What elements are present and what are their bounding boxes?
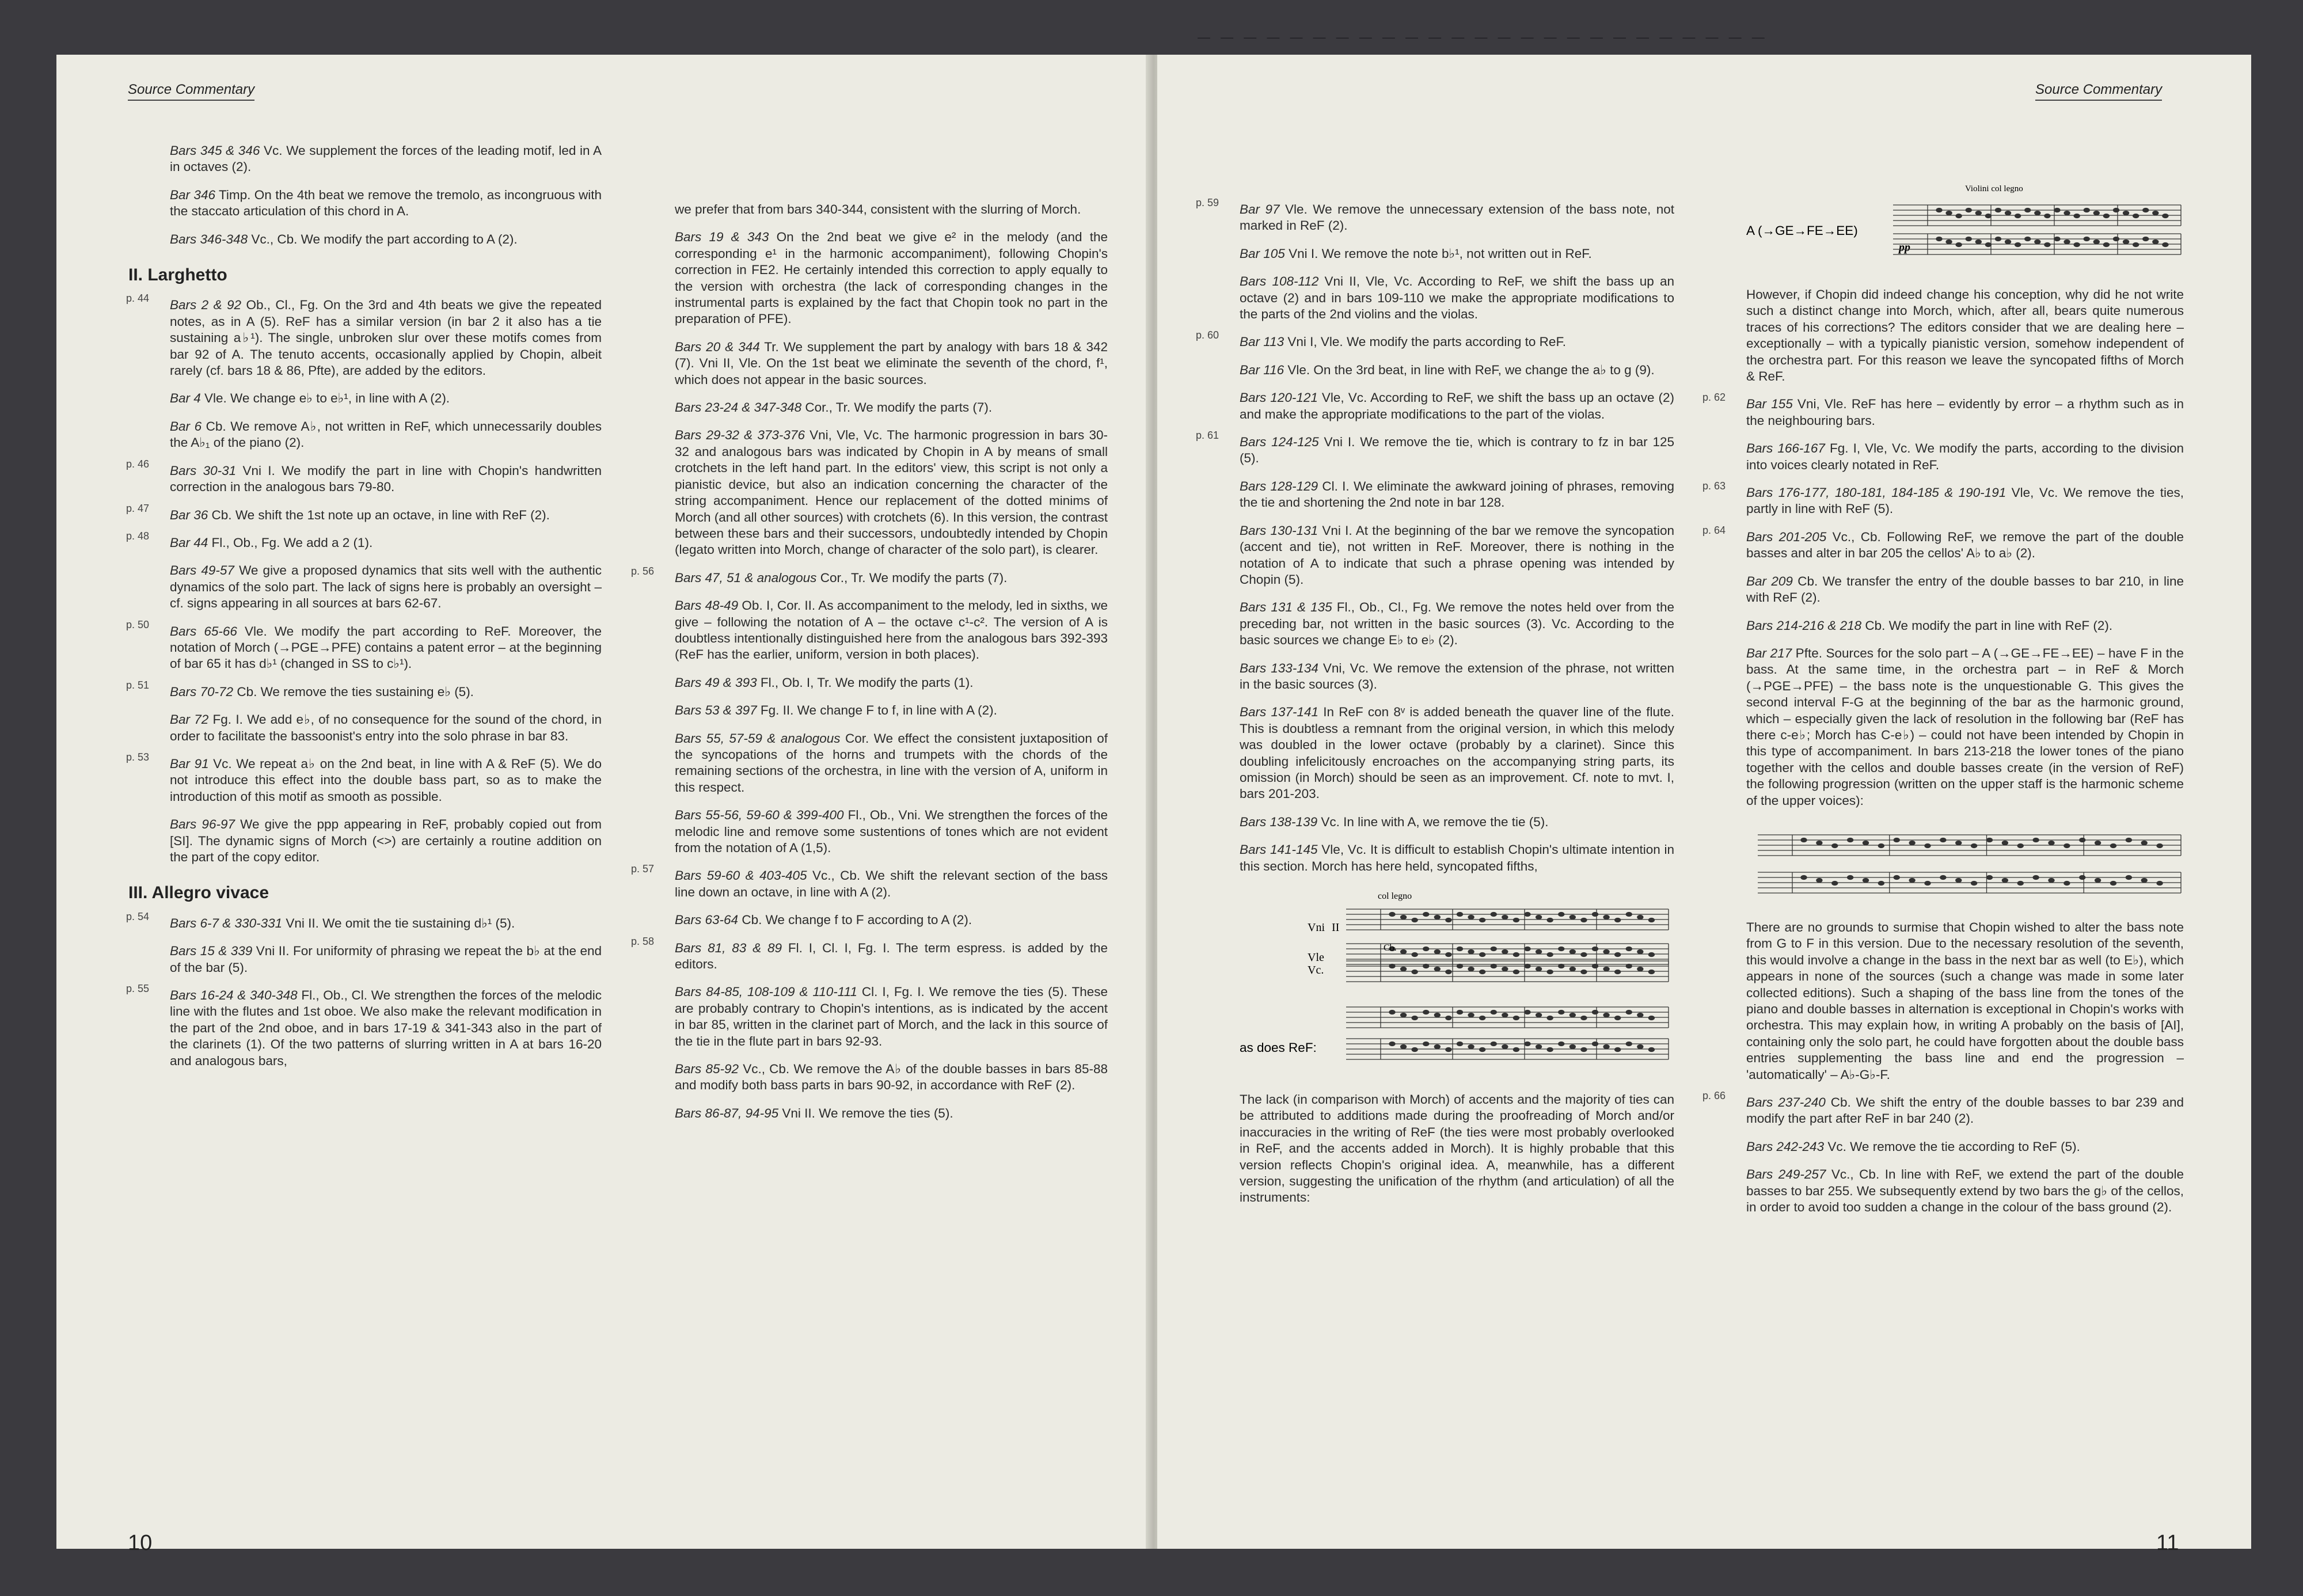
music-example-morch xyxy=(1240,886,1674,1079)
entry-text: Vni, Vc. We remove the extension of the phrase, not written in the basic sources (3). xyxy=(1240,660,1674,691)
commentary-entry xyxy=(126,983,602,1069)
bar-reference: Bars 6-7 & 330-331 xyxy=(170,915,283,930)
entry-text: Vle. On the 3rd beat, in line with ReF, we change the a♭ to g (9). xyxy=(1284,362,1655,377)
commentary-entry xyxy=(631,565,1108,586)
bar-reference: Bars 108-112 xyxy=(1240,274,1319,289)
commentary-entry xyxy=(1196,430,1675,467)
cb-label: Cb. xyxy=(1384,943,1397,953)
entry-text: Vni I. We remove the note b♭¹, not written out in ReF. xyxy=(1284,246,1592,261)
commentary-entry xyxy=(675,675,1108,691)
bar-reference: Bar 113 xyxy=(1240,335,1284,349)
commentary-entry xyxy=(126,751,602,805)
commentary-entry xyxy=(1746,287,2184,385)
entry-text: Vle. We change e♭ to e♭¹, in line with A (2). xyxy=(200,391,450,406)
music-notation-a xyxy=(1746,182,2184,274)
entry-text: Fg. II. We change F to f, in line with A (2). xyxy=(757,703,997,718)
entry-text: Fl., Ob., Cl., Fg. We remove the notes held over from the preceding bar, not written in the basic sources (3). Vc. According to the basic sources we change E♭ to e♭ (2). xyxy=(1240,600,1674,648)
commentary-entry xyxy=(170,231,602,248)
entry-text: Vc., Cb. We modify the part according to A (2). xyxy=(248,231,518,246)
bar-reference: Bars 70-72 xyxy=(170,684,234,699)
commentary-entry xyxy=(170,390,602,406)
commentary-entry xyxy=(1746,573,2184,606)
commentary-entry xyxy=(1240,704,1674,802)
page-reference: p. 55 xyxy=(126,983,150,995)
entry-text: We give a proposed dynamics that sits well with the authentic dynamics of the solo part. The lack of signs here is probably an oversight – cf. signs appearing in all sources at bars 62-67. xyxy=(170,563,602,611)
entry-text: we prefer that from bars 340-344, consistent with the slurring of Morch. xyxy=(675,202,1081,216)
bar-reference: Bars 130-131 xyxy=(1240,523,1318,538)
bar-reference: Bar 6 xyxy=(170,419,202,434)
entry-text: In ReF con 8ᵛ is added beneath the quaver line of the flute. This is doubtless a remnant from the original version, in which this melody was doubled in the lower octave (probably by a clarinet). Since this doubling infelicitously encroaches on the accompanying string parts, its omission (in Morch) should be seen as an improvement. Cf. note to mvt. I, bars 201-203. xyxy=(1240,705,1675,801)
page-reference: p. 48 xyxy=(126,530,150,542)
commentary-entry xyxy=(1702,1090,2184,1127)
music-example-progression xyxy=(1746,820,2184,907)
commentary-entry xyxy=(126,458,602,496)
commentary-entry xyxy=(126,618,602,672)
commentary-entry xyxy=(1746,1139,2184,1155)
bar-reference: Bars 49 & 393 xyxy=(675,675,757,690)
column-4 xyxy=(1702,178,2184,1227)
commentary-entry xyxy=(1702,524,2184,562)
bar-reference: Bars 47, 51 & analogous xyxy=(675,570,817,585)
bar-reference: Bars 86-87, 94-95 xyxy=(675,1105,779,1120)
entry-text: Vc., Cb. We shift the relevant section of the bass line down an octave, in line with A (2). xyxy=(675,868,1108,899)
entry-text: Cb. We shift the 1st note up an octave, in line with ReF (2). xyxy=(208,507,550,522)
commentary-entry xyxy=(1240,599,1674,648)
column-2 xyxy=(631,202,1108,1133)
entry-text: Cor., Tr. We modify the parts (7). xyxy=(816,570,1008,585)
commentary-entry xyxy=(1240,246,1674,262)
entry-text: Vni II, Vle, Vc. According to ReF, we shift the bass up an octave (2) and in bars 109-110 we make the appropriate modifications to the parts of the 2nd violins and the violas. xyxy=(1240,274,1675,322)
bar-reference: Bars 55-56, 59-60 & 399-400 xyxy=(675,808,844,823)
commentary-entry xyxy=(126,292,602,379)
entry-text: Cor., Tr. We modify the parts (7). xyxy=(801,400,993,415)
entry-text: Pfte. Sources for the solo part – A (→GE→FE→EE) – have F in the bass. At the same time, in the orchestra part – in ReF & Morch (→PGE→PFE) – the bass note is the unquestionable G. This gives the second interval F-G at the beginning of the bar as the harmonic ground, which – especially given the lack of resolution in the following bar (ReF has there c-e♭; Morch has C-e♭) – could not have been intended by Chopin in this type of accompaniment. In bars 213-218 the lower tones of the piano together with the cellos and double basses create (in the version of ReF) the following progression (written on the upper staff is the harmonic scheme of the upper voices): xyxy=(1746,645,2184,808)
bar-reference: Bar 97 xyxy=(1240,202,1280,216)
bar-reference: Bars 249-257 xyxy=(1746,1167,1826,1182)
entry-text: Cl. I. We eliminate the awkward joining of phrases, removing the tie and shortening the 2nd note in bar 128. xyxy=(1240,478,1674,510)
entry-text: Cb. We transfer the entry of the double basses to bar 210, in line with ReF (2). xyxy=(1746,573,2184,605)
entry-text: Vle, Vc. We remove the ties, partly in line with ReF (5). xyxy=(1746,485,2184,516)
commentary-entry xyxy=(675,1061,1108,1094)
violini-label: Violini col legno xyxy=(1965,184,2023,193)
entry-text: Vni II. For uniformity of phrasing we repeat the b♭ at the end of the bar (5). xyxy=(170,944,602,975)
page-reference: p. 64 xyxy=(1702,524,1726,536)
vle-label: Vle xyxy=(1308,951,1324,964)
entry-text: Vle. We remove the unnecessary extension of the bass note, not marked in ReF (2). xyxy=(1240,202,1674,233)
entry-text: We give the ppp appearing in ReF, probably copied out from [SI]. The dynamic signs of Morch (<>) are certainly a routine addition on the part of the copy editor. xyxy=(170,817,602,864)
commentary-entry xyxy=(631,863,1108,900)
bar-reference: Bars 2 & 92 xyxy=(170,298,242,313)
commentary-entry xyxy=(675,1105,1108,1122)
commentary-entry xyxy=(1240,523,1674,588)
bar-reference: Bars 48-49 xyxy=(675,598,739,613)
commentary-entry xyxy=(170,943,602,976)
bar-reference: Bar 91 xyxy=(170,756,209,771)
bar-reference: Bars 65-66 xyxy=(170,624,237,639)
entry-text: On the 2nd beat we give e² in the melody (and the corresponding e¹ in the harmonic accompaniment), following Chopin's correction in FE2. He certainly intended this correction to apply equally to the version with orchestra (the lack of corresponding changes in the instrumental parts is explained by the fact that Chopin took no part in the preparation of PFE). xyxy=(675,230,1108,326)
page-number-right: 11 xyxy=(2156,1531,2179,1555)
commentary-entry xyxy=(1702,480,2184,518)
entry-text: Vc., Cb. In line with ReF, we extend the part of the double basses to bar 255. We subsequently extend by two bars the g♭ of the cellos, in order to avoid too sudden a change in the colour of the bass ground (2). xyxy=(1746,1167,2184,1215)
bar-reference: Bars 20 & 344 xyxy=(675,339,760,354)
music-notation-progression xyxy=(1746,820,2184,907)
bar-reference: Bars 176-177, 180-181, 184-185 & 190-191 xyxy=(1746,485,2006,500)
page-reference: p. 60 xyxy=(1196,329,1219,341)
bar-reference: Bars 30-31 xyxy=(170,463,237,478)
entry-text: Vni, Vle. ReF has here – evidently by error – a rhythm such as in the neighbouring bars. xyxy=(1746,397,2184,428)
page-reference: p. 50 xyxy=(126,618,150,630)
source-a-label: A (→GE→FE→EE) xyxy=(1746,223,1858,238)
commentary-entry xyxy=(1746,1166,2184,1215)
bar-reference: Bars 133-134 xyxy=(1240,660,1318,675)
bar-reference: Bars 63-64 xyxy=(675,913,739,928)
bar-reference: Bars 15 & 339 xyxy=(170,944,253,959)
entry-text: Vle. We modify the part according to ReF. Moreover, the notation of Morch (→PGE→PFE) contains a patent error – at the beginning of bar 65 it has d♭¹ (changed in SS to c♭¹). xyxy=(170,624,602,671)
page-reference: p. 58 xyxy=(631,935,655,947)
bar-reference: Bar 346 xyxy=(170,187,215,202)
as-does-ref-label: as does ReF: xyxy=(1240,1040,1317,1055)
page-reference: p. 57 xyxy=(631,863,655,875)
page-reference: p. 46 xyxy=(126,458,150,470)
page-reference: p. 47 xyxy=(126,502,150,514)
entry-text: Cb. We shift the entry of the double basses to bar 239 and modify the part after ReF in bar 240 (2). xyxy=(1746,1095,2184,1126)
edge-marks: — — — — — — — — — — — — — — — — — — — — — — — — — xyxy=(1198,30,1768,44)
entry-text: Cb. We modify the part in line with ReF (2). xyxy=(1861,618,2113,633)
bar-reference: Bars 23-24 & 347-348 xyxy=(675,400,802,415)
bar-reference: Bars 141-145 xyxy=(1240,842,1318,857)
entry-text: Vc., Cb. We remove the A♭ of the double basses in bars 85-88 and modify both bass parts in bars 90-92, in accordance with ReF (2). xyxy=(675,1062,1108,1093)
commentary-entry xyxy=(1240,362,1674,378)
entry-text: Cb. We remove A♭, not written in ReF, which unnecessarily doubles the A♭₁ of the piano (2). xyxy=(170,419,602,450)
paragraph-lack: The lack (in comparison with Morch) of accents and the majority of ties can be attributed to additions made during the proofreading of Morch and/or inaccuracies in the writing of ReF (the ties were most probably overlooked in ReF, and the accents added in Morch). It is highly probable that this version reflects Chopin's original idea. A, meanwhile, has a different version, suggesting the unification of the rhythm (and articulation) of all the instruments: xyxy=(1240,1092,1674,1205)
commentary-entry xyxy=(675,202,1108,218)
music-notation-morch xyxy=(1240,886,1674,1079)
music-example-a xyxy=(1746,182,2184,274)
entry-text: Vc., Cb. Following ReF, we remove the part of the double basses and alter in bar 205 the cellos' A♭ to a♭ (2). xyxy=(1746,529,2184,561)
bar-reference: Bar 72 xyxy=(170,712,209,727)
commentary-entry xyxy=(170,187,602,220)
bar-reference: Bars 29-32 & 373-376 xyxy=(675,428,805,443)
bar-reference: Bars 237-240 xyxy=(1746,1095,1826,1110)
bar-reference: Bars 55, 57-59 & analogous xyxy=(675,731,841,746)
column-1 xyxy=(126,143,602,1081)
entry-text: Fl., Ob., Vni. We strengthen the forces of the melodic line and remove some sustentions of tones which are not evident from the notation of A (1,5). xyxy=(675,808,1108,855)
page-reference: p. 53 xyxy=(126,751,150,763)
entry-text: There are no grounds to surmise that Chopin wished to alter the bass note from G to F in this version. Due to the necessary resolution of the seventh, this would involve a change in the bass in the next bar as well (to E♭), which appears in none of the sources (such a change was made in some later collected editions). Such a shaping of the bass line from the tones of the piano and double basses in alternation is exceptional in Chopin's works with orchestra. This may explain how, in writing A probably on the basis of [AI], containing only the solo part, he could have forgotten about the double bass entries supplementing the bass line and end the progression – 'automatically' – A♭-G♭-F. xyxy=(1746,919,2184,1082)
entry-text: Timp. On the 4th beat we remove the tremolo, as incongruous with the staccato articulation of this chord in A. xyxy=(170,187,602,219)
bar-reference: Bars 59-60 & 403-405 xyxy=(675,868,807,883)
bar-reference: Bars 128-129 xyxy=(1240,478,1318,493)
bar-reference: Bars 138-139 xyxy=(1240,814,1318,829)
bar-reference: Bars 49-57 xyxy=(170,563,234,578)
commentary-entry xyxy=(1702,392,2184,429)
commentary-entry xyxy=(1240,842,1674,875)
ii-label: II xyxy=(1332,921,1340,934)
entry-text: Vc. In line with A, we remove the tie (5). xyxy=(1317,814,1549,829)
entry-text: Ob., Cl., Fg. On the 3rd and 4th beats we give the repeated notes, as in A (5). ReF has a similar version (in bar 2 it also has a tie sustaining a♭¹). The single, unbroken slur over these motifs comes from bar 92 of A. The tenuto accents, occasionally applied by Chopin, albeit rarely (cf. bars 18 & 86, Pfte), are added by the editors. xyxy=(170,298,602,378)
section-heading-larghetto: II. Larghetto xyxy=(128,265,227,285)
bar-reference: Bars 120-121 xyxy=(1240,390,1318,405)
page-reference: p. 62 xyxy=(1702,392,1726,404)
bar-reference: Bars 166-167 xyxy=(1746,441,1825,456)
entry-text: Tr. We supplement the part by analogy with bars 18 & 342 (7). Vni II, Vle. On the 1st beat we eliminate the seventh of the chord, f¹, which does not appear in the basic sources. xyxy=(675,339,1108,387)
page-reference: p. 44 xyxy=(126,292,150,305)
page-reference: p. 51 xyxy=(126,679,150,691)
page-reference: p. 63 xyxy=(1702,480,1726,492)
bar-reference: Bars 96-97 xyxy=(170,817,235,832)
commentary-entry xyxy=(675,598,1108,663)
header-left: Source Commentary xyxy=(128,82,254,101)
commentary-entry xyxy=(126,679,602,700)
col-legno-label: col legno xyxy=(1378,891,1412,901)
entry-text: Vle, Vc. It is difficult to establish Chopin's ultimate intention in this section. Morch has here held, syncopated fifths, xyxy=(1240,842,1674,873)
entry-text: Vc. We remove the tie according to ReF (5). xyxy=(1824,1139,2080,1154)
entry-text: Fl., Ob. I, Tr. We modify the parts (1). xyxy=(757,675,974,690)
vni-label: Vni xyxy=(1308,921,1325,934)
commentary-entry xyxy=(170,563,602,611)
entry-text: Fg. I. We add e♭, of no consequence for the sound of the chord, in order to facilitate the bassoonist's entry into the solo phrase in bar 83. xyxy=(170,712,602,743)
commentary-entry xyxy=(1746,440,2184,473)
entry-text: Cor. We effect the consistent juxtaposition of the syncopations of the horns and trumpets with the chords of the remaining sections of the orchestra, in line with the version of A, uniform in this respect. xyxy=(675,731,1108,795)
commentary-entry xyxy=(170,712,602,744)
commentary-entry xyxy=(170,143,602,176)
commentary-entry xyxy=(126,502,602,523)
page-reference: p. 61 xyxy=(1196,430,1219,442)
commentary-entry xyxy=(1746,645,2184,809)
entry-text: Cl. I, Fg. I. We remove the ties (5). These are probably contrary to Chopin's intentions, as is indicated by the accent in bar 85, written in the clarinet part of Morch, and the lack in this source of the tie in the flute part in bars 92-93. xyxy=(675,985,1108,1048)
entry-text: Ob. I, Cor. II. As accompaniment to the melody, led in sixths, we give – following the notation of A – the octave c¹-c². The version of A is doubtless intentionally distinguished here from the analogous bars 392-393 (ReF has the earlier, uniform, version in both places). xyxy=(675,598,1108,662)
commentary-entry xyxy=(1240,814,1674,830)
bar-reference: Bars 131 & 135 xyxy=(1240,600,1332,615)
entry-text: Vni I. We remove the tie, which is contrary to fz in bar 125 (5). xyxy=(1240,435,1675,466)
vc-label: Vc. xyxy=(1308,964,1324,976)
bar-reference: Bar 105 xyxy=(1240,246,1285,261)
bar-reference: Bars 19 & 343 xyxy=(675,230,769,245)
entry-text: Fg. I, Vle, Vc. We modify the parts, according to the division into voices clearly notated in ReF. xyxy=(1746,441,2184,472)
section-heading-allegro-vivace: III. Allegro vivace xyxy=(128,883,269,903)
commentary-entry xyxy=(170,419,602,451)
page-reference: p. 59 xyxy=(1196,197,1219,208)
page-number-left: 10 xyxy=(128,1531,153,1555)
entry-text: Vle, Vc. According to ReF, we shift the bass up an octave (2) and make the appropriate modifications to the part of the violas. xyxy=(1240,390,1675,421)
bar-reference: Bars 85-92 xyxy=(675,1062,739,1077)
page-reference: p. 66 xyxy=(1702,1090,1726,1102)
commentary-entry xyxy=(675,400,1108,416)
bar-reference: Bar 155 xyxy=(1746,397,1793,412)
page-reference: p. 56 xyxy=(631,565,655,577)
bar-reference: Bars 53 & 397 xyxy=(675,703,757,718)
entry-text: Vc. We repeat a♭ on the 2nd beat, in line with A & ReF (5). We do not introduce this effect into the double bass part, so as to make the introduction of this motif as smooth as possible. xyxy=(170,756,602,804)
bar-reference: Bar 36 xyxy=(170,507,208,522)
commentary-entry xyxy=(675,731,1108,796)
commentary-entry xyxy=(675,339,1108,388)
entry-text: Vni II. We omit the tie sustaining d♭¹ (5). xyxy=(282,915,515,930)
bar-reference: Bars 124-125 xyxy=(1240,435,1319,450)
entry-text: Vni I. At the beginning of the bar we remove the syncopation (accent and tie), not written in ReF. Moreover, there is nothing in the notation of A to indicate that such a phrase opening was intended by Chopin (5). xyxy=(1240,523,1674,587)
entry-text: Vni I. We modify the part in line with Chopin's handwritten correction in the analogous bars 79-80. xyxy=(170,463,602,495)
bar-reference: Bars 137-141 xyxy=(1240,705,1319,720)
bar-reference: Bars 346-348 xyxy=(170,231,248,246)
entry-text: However, if Chopin did indeed change his conception, why did he not write such a distinct change into Morch, which, after all, bears quite numerous traces of his corrections? The editors consider that we are dealing here – exceptionally – with a typically pianistic version, somehow independent of the orchestra part. For this reason we leave the syncopated fifths of Morch & ReF. xyxy=(1746,287,2184,384)
bar-reference: Bars 214-216 & 218 xyxy=(1746,618,1862,633)
commentary-entry xyxy=(126,910,602,932)
header-right: Source Commentary xyxy=(2035,82,2162,101)
commentary-entry xyxy=(1240,660,1674,693)
commentary-entry xyxy=(126,530,602,551)
commentary-entry xyxy=(675,229,1108,327)
pp-dynamic: pp xyxy=(1899,241,1910,254)
entry-text: Cb. We change f to F according to A (2). xyxy=(738,913,972,928)
commentary-entry xyxy=(1196,197,1674,234)
commentary-entry xyxy=(675,427,1108,558)
entry-text: Fl., Ob., Fg. We add a 2 (1). xyxy=(208,535,373,550)
bar-reference: Bars 201-205 xyxy=(1746,529,1827,544)
commentary-entry xyxy=(1196,329,1674,350)
entry-text: Vni II. We remove the ties (5). xyxy=(778,1105,953,1120)
bar-reference: Bars 16-24 & 340-348 xyxy=(170,988,298,1003)
entry-text: Vc. We supplement the forces of the leading motif, led in A in octaves (2). xyxy=(170,143,602,174)
entry-text: Cb. We remove the ties sustaining e♭ (5). xyxy=(233,684,474,699)
commentary-entry xyxy=(1240,478,1674,511)
entry-text: Fl. I, Cl. I, Fg. I. The term espress. is added by the editors. xyxy=(675,940,1108,972)
commentary-entry xyxy=(1746,618,2184,634)
commentary-entry xyxy=(1746,919,2184,1083)
bar-reference: Bar 217 xyxy=(1746,645,1792,660)
commentary-entry xyxy=(1240,390,1674,423)
bar-reference: Bar 116 xyxy=(1240,362,1284,377)
bar-reference: Bar 209 xyxy=(1746,573,1793,588)
column-3 xyxy=(1196,197,1675,1218)
bar-reference: Bar 4 xyxy=(170,391,201,406)
page-reference: p. 54 xyxy=(126,910,150,922)
commentary-entry xyxy=(675,702,1108,719)
commentary-entry xyxy=(1240,273,1674,322)
commentary-entry xyxy=(170,816,602,865)
commentary-entry xyxy=(675,912,1108,928)
bar-reference: Bar 44 xyxy=(170,535,208,550)
entry-text: Fl., Ob., Cl. We strengthen the forces of the melodic line with the flutes and 1st oboe. We also make the relevant modification in the part of the 2nd oboe, and in bars 17-19 & 341-343 also in the part of the clarinets (1). Of the two patterns of slurring written in A at bars 16-20 and analogous bars, xyxy=(170,988,602,1068)
bar-reference: Bars 81, 83 & 89 xyxy=(675,940,782,955)
entry-text: Vni, Vle, Vc. The harmonic progression in bars 30-32 and analogous bars was indicated by Chopin in A by means of small crotchets in the left hand part. In the editors' view, this script is not only a pianistic device, but also an indication concerning the character of the string accompaniment. Hence our replacement of the dotted minims of Morch (and all other sources) with crotchets (6). In this version, the contrast between these bars and their successors, undoubtedly intended by Chopin (legato written into Morch, change of character of the solo part), is clearer. xyxy=(675,428,1108,557)
bar-reference: Bars 242-243 xyxy=(1746,1139,1825,1154)
entry-text: Vni I, Vle. We modify the parts according to ReF. xyxy=(1284,335,1566,349)
commentary-entry xyxy=(675,984,1108,1050)
commentary-entry xyxy=(631,935,1108,973)
bar-reference: Bars 345 & 346 xyxy=(170,143,260,158)
commentary-entry xyxy=(675,807,1108,856)
bar-reference: Bars 84-85, 108-109 & 110-111 xyxy=(675,985,857,1000)
